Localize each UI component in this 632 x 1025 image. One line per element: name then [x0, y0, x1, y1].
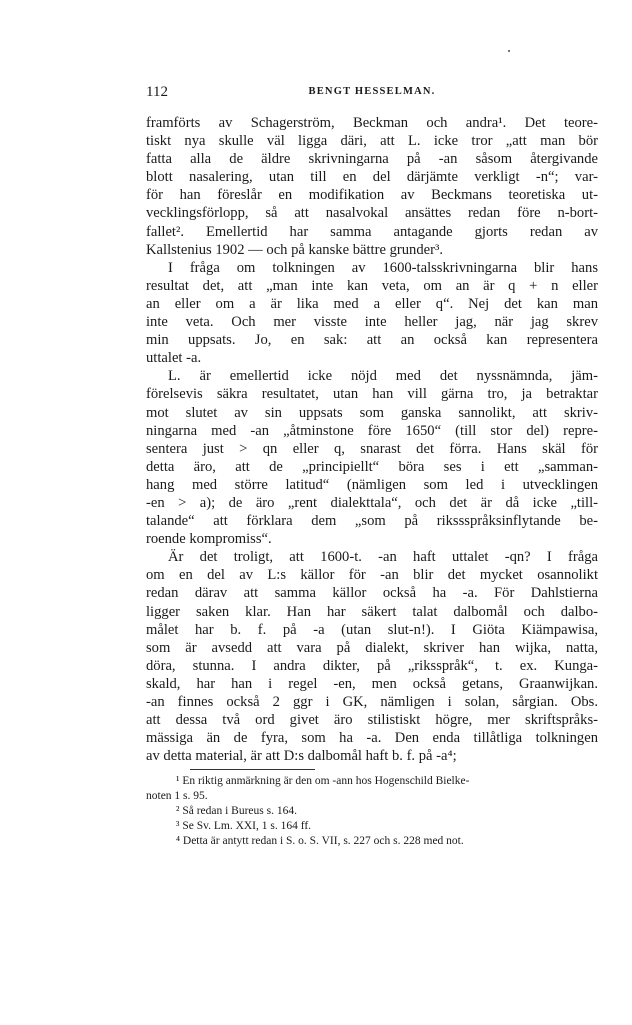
text-line: ligger saken klar. Han har säkert talat dalbomål och dalbo-: [146, 603, 598, 620]
text-line: Är det troligt, att 1600-t. -an haft uttalet -qn? I fråga: [168, 549, 598, 566]
text-line: min uppsats. Jo, en sak: att an också kan representera: [146, 332, 598, 349]
footnotes: [146, 774, 598, 849]
footnote-line: noten 1 s. 95.: [146, 790, 208, 802]
footnote-line: ³ Se Sv. Lm. XXI, 1 s. 164 ff.: [176, 820, 312, 832]
text-line: målet har b. f. på -a (utan slut-n!). I Giöta Kiämpawisa,: [146, 621, 598, 638]
text-line: tiskt nya skulle väl ligga däri, att L. icke tror „att man bör: [146, 133, 598, 150]
text-line: fatta alla de äldre skrivningarna på -an såsom återgivande: [146, 151, 598, 168]
text-line: vecklingsförlopp, så att nasalvokal ansättes redan före n-bort-: [146, 205, 598, 222]
text-line: L. är emellertid icke nöjd med det nyssnämnda, jäm-: [168, 368, 598, 385]
text-line: Kallstenius 1902 — och på kanske bättre grunder³.: [146, 241, 443, 258]
text-line: förelsevis säkra resultatet, utan han vill gärna tro, ja betraktar: [146, 386, 598, 403]
text-line: hang med större latitud“ (nämligen som led i utvecklingen: [146, 476, 598, 493]
text-line: framförts av Schagerström, Beckman och andra¹. Det teore-: [146, 115, 598, 131]
text-line: an eller om a är lika med a eller q“. Nej det kan man: [146, 295, 598, 312]
text-line: detta äro, att de „principiellt“ böra ses i ett „samman-: [146, 458, 598, 475]
text-line: I fråga om tolkningen av 1600-talsskrivningarna blir hans: [168, 259, 598, 276]
text-line: -an finnes också 2 ggr i GK, nämligen i solan, sårgian. Obs.: [146, 694, 598, 710]
text-line: blott nasalering, utan till en del därjämte verkligt -n“; var-: [146, 169, 598, 186]
text-line: döra, stunna. I andra dikter, på „riksspråk“, t. ex. Kunga-: [146, 657, 598, 674]
text-line: skald, har han i regel -en, men också getans, Graanwijkan.: [146, 675, 598, 692]
text-line: mässiga än de fyra, som ha -a. Den enda tillåtliga tolkningen: [146, 730, 598, 747]
text-line: av detta material, är att D:s dalbomål haft b. f. på -a⁴;: [146, 748, 457, 765]
text-line: för han föreslår en modifikation av Beckmans teoretiska ut-: [146, 187, 598, 204]
footnote-line: ¹ En riktig anmärkning är den om -ann hos Hogenschild Bielke-: [176, 775, 470, 787]
text-line: inte veta. Och mer visste inte heller jag, när jag skrev: [146, 314, 598, 331]
text-line: redan därav att samma källor också ha -a. För Dahlstierna: [146, 585, 598, 602]
text-line: -en > a); de äro „rent dialekttala“, och det är då icke „till-: [146, 494, 598, 511]
print-speck: [508, 50, 510, 52]
text-line: sentera just > qn eller q, snarast det förra. Hans skäl för: [146, 440, 598, 457]
text-line: ningarna med -an „åtminstone före 1650“ (till stor del) repre-: [146, 422, 598, 439]
text-line: om en del av L:s källor för -an blir det mycket osannolikt: [146, 567, 598, 584]
footnote-container: [146, 774, 598, 849]
body-text: [146, 114, 598, 765]
footnote-line: ² Så redan i Bureus s. 164.: [176, 805, 297, 817]
footnote-rule: [190, 769, 315, 770]
footnote-line: ⁴ Detta är antytt redan i S. o. S. VII, s. 227 och s. 228 med not.: [176, 835, 464, 847]
text-line: som är avsedd att vara på dialekt, skriver han wijka, natta,: [146, 639, 598, 656]
text-line: att dessa två ord givet äro stilistiskt högre, mer skriftspråks-: [146, 712, 598, 729]
text-line: mot slutet av sin uppsats som ganska sannolikt, att skriv-: [146, 404, 598, 421]
page-header: [146, 84, 598, 104]
text-line: fallet². Emellertid har samma antagande gjorts redan av: [146, 223, 598, 240]
paragraph-container: [146, 114, 598, 765]
text-line: talande“ att förklara dem „som på rikssspråksinflytande be-: [146, 513, 598, 530]
text-line: roende kompromiss“.: [146, 531, 272, 548]
running-head: BENGT HESSELMAN.: [308, 86, 436, 97]
text-line: uttalet -a.: [146, 350, 202, 367]
text-line: resultat det, att „man inte kan veta, om an är q + n eller: [146, 277, 598, 294]
page-number: 112: [146, 84, 168, 100]
